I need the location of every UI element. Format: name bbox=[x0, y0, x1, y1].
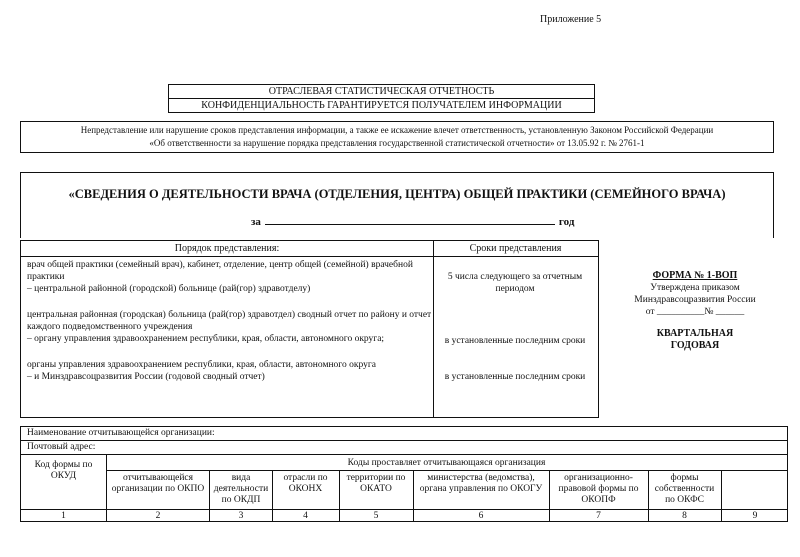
terms-header: Сроки представления bbox=[433, 241, 598, 257]
col-divider-6 bbox=[549, 470, 550, 521]
col-divider-3 bbox=[272, 470, 273, 521]
confidentiality-box bbox=[168, 84, 595, 113]
order-header: Порядок представления: bbox=[21, 241, 433, 257]
report-title: «СВЕДЕНИЯ О ДЕЯТЕЛЬНОСТИ ВРАЧА (ОТДЕЛЕНИЯ, ЦЕНТРА) ОБЩЕЙ ПРАКТИКИ (СЕМЕЙНОГО ВРАЧА) bbox=[68, 187, 726, 201]
form-info bbox=[610, 270, 780, 352]
col-okato: территории по ОКАТО bbox=[346, 473, 406, 494]
order-item-1: врач общей практики (семейный врач), кабинет, отделение, центр общей (семейной) врачебной практики – центральной районной (городской) больнице (рай(гор) здравотделу) bbox=[27, 260, 413, 294]
col-okogu: министерства (ведомства), органа управления по ОКОГУ bbox=[419, 473, 543, 494]
col-number-6: 6 bbox=[478, 511, 484, 521]
order-item-2: центральная районная (городская) больница (рай(гор) здравотдел) сводный отчет по району и отчет каждого подведомственного учреждения – органу управления здравоохранением республики, края, области, автономного округа; bbox=[27, 310, 432, 344]
order-item-3: органы управления здравоохранением республики, края, области, автономного округа – и Минздравсоцразвития России (годовой сводный отчет) bbox=[27, 360, 376, 382]
col-okonh: отрасли по ОКОНХ bbox=[283, 473, 328, 494]
term-1: 5 числа следующего за отчетным периодом bbox=[447, 272, 583, 294]
col-number-3: 3 bbox=[238, 511, 244, 521]
form-type-annual: ГОДОВАЯ bbox=[670, 340, 720, 351]
form-name: ФОРМА № 1-ВОП bbox=[652, 270, 738, 281]
law-notice-line1: Непредставление или нарушение сроков представления информации, а также ее искажение влечет ответственность, установленную Законом Российской Федерации bbox=[80, 125, 714, 135]
numbers-divider bbox=[21, 509, 787, 510]
col-divider-4 bbox=[339, 470, 340, 521]
col-okdp: вида деятельности по ОКДП bbox=[213, 473, 269, 505]
period-suffix: год bbox=[558, 216, 575, 228]
col-okopf: организационно-правовой формы по ОКОПФ bbox=[558, 473, 639, 505]
org-name-label: Наименование отчитывающейся организации: bbox=[27, 428, 215, 438]
approval-date-line: от __________№ ______ bbox=[645, 307, 745, 317]
org-name-row[interactable] bbox=[21, 427, 787, 441]
confidentiality-label: КОНФИДЕНЦИАЛЬНОСТЬ ГАРАНТИРУЕТСЯ ПОЛУЧАТЕЛЕМ ИНФОРМАЦИИ bbox=[169, 98, 594, 112]
law-notice bbox=[20, 121, 774, 153]
title-box bbox=[20, 172, 774, 238]
form-type-quarterly: КВАРТАЛЬНАЯ bbox=[656, 328, 734, 339]
col-number-9: 9 bbox=[752, 511, 758, 521]
col-okfs: формы собственности по ОКФС bbox=[654, 473, 715, 505]
law-notice-line2: «Об ответственности за нарушение порядка представления государственной статистической отчетности» от 13.05.92 г. № 2761-1 bbox=[149, 138, 645, 148]
col-number-5: 5 bbox=[373, 511, 379, 521]
address-label: Почтовый адрес: bbox=[27, 442, 96, 452]
col-number-1: 1 bbox=[61, 511, 66, 521]
period-input-line[interactable] bbox=[265, 224, 555, 225]
col-okud: Код формы по ОКУД bbox=[34, 460, 93, 481]
col-divider-2 bbox=[209, 470, 210, 521]
term-3: в установленные последним сроки bbox=[444, 372, 586, 382]
term-2: в установленные последним сроки bbox=[444, 336, 586, 346]
appendix-label: Приложение 5 bbox=[540, 14, 602, 25]
submission-order-table bbox=[20, 240, 599, 418]
col-number-4: 4 bbox=[303, 511, 308, 521]
col-divider-1 bbox=[106, 455, 107, 521]
column-divider bbox=[433, 241, 434, 417]
period-line bbox=[251, 216, 574, 228]
col-number-2: 2 bbox=[155, 511, 161, 521]
codes-header: Коды проставляет отчитывающаяся организация bbox=[347, 458, 546, 468]
period-prefix: за bbox=[251, 216, 261, 228]
col-number-8: 8 bbox=[682, 511, 687, 521]
approved-line1: Утверждена приказом bbox=[650, 283, 740, 293]
approved-line2: Минздравсоцразвития России bbox=[634, 295, 756, 305]
col-divider-8 bbox=[721, 470, 722, 521]
col-divider-7 bbox=[648, 470, 649, 521]
organization-table bbox=[20, 426, 788, 522]
col-divider-5 bbox=[413, 470, 414, 521]
col-okpo: отчитывающейся организации по ОКПО bbox=[111, 473, 205, 494]
statistics-label: ОТРАСЛЕВАЯ СТАТИСТИЧЕСКАЯ ОТЧЕТНОСТЬ bbox=[268, 86, 495, 97]
address-row[interactable] bbox=[21, 441, 787, 455]
col-number-7: 7 bbox=[596, 511, 601, 521]
